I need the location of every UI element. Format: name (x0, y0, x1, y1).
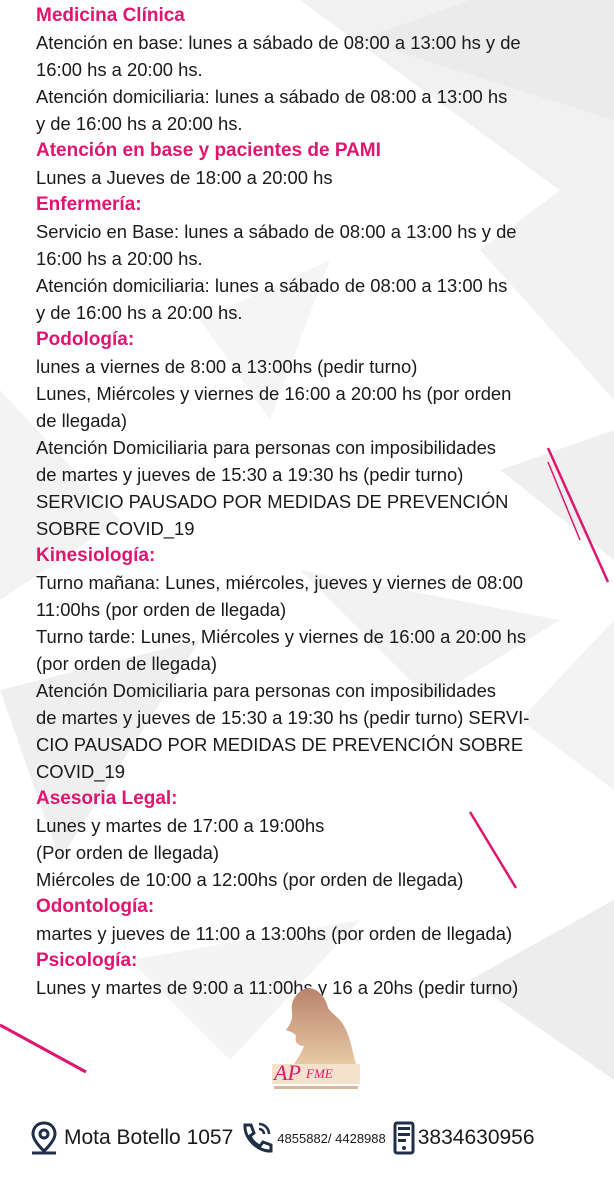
schedule-line: SOBRE COVID_19 (36, 518, 195, 539)
section-title: Medicina Clínica (36, 5, 185, 26)
schedule-line: lunes a viernes de 8:00 a 13:00hs (pedir turno) (36, 356, 418, 377)
section-title: Asesoria Legal: (36, 788, 178, 809)
apfme-logo (268, 988, 364, 1096)
schedule-line: 16:00 hs a 20:00 hs. (36, 59, 203, 80)
schedule-line: Atención domiciliaria: lunes a sábado de 08:00 a 13:00 hs (36, 275, 508, 296)
schedule-line: 16:00 hs a 20:00 hs. (36, 248, 203, 269)
schedule-line: Atención Domiciliaria para personas con imposibilidades (36, 437, 496, 458)
section-title: Odontología: (36, 896, 155, 917)
schedule-line: 11:00hs (por orden de llegada) (36, 599, 287, 620)
schedule-line: Miércoles de 10:00 a 12:00hs (por orden de llegada) (36, 869, 464, 890)
section-enfermeria (36, 191, 576, 326)
section-asesoria-legal (36, 785, 576, 893)
schedule-line: (por orden de llegada) (36, 653, 217, 674)
schedule-line: Turno tarde: Lunes, Miércoles y viernes de 16:00 a 20:00 hs (36, 626, 527, 647)
schedule-line: Lunes a Jueves de 18:00 a 20:00 hs (36, 167, 333, 188)
schedule-line: Atención domiciliaria: lunes a sábado de 08:00 a 13:00 hs (36, 86, 508, 107)
schedule-line: y de 16:00 hs a 20:00 hs. (36, 302, 243, 323)
location-pin-icon (30, 1121, 58, 1155)
section-kinesiologia (36, 542, 576, 785)
schedule-line: (Por orden de llegada) (36, 842, 219, 863)
section-medicina-clinica (36, 2, 576, 137)
logo-main-text: AP (274, 1060, 301, 1085)
section-pami (36, 137, 576, 191)
schedule-line: COVID_19 (36, 761, 125, 782)
contact-footer (30, 1118, 590, 1158)
schedule-line: Servicio en Base: lunes a sábado de 08:00 a 13:00 hs y de (36, 221, 517, 242)
section-title: Kinesiología: (36, 545, 156, 566)
schedule-line: de martes y jueves de 15:30 a 19:30 hs (pedir turno) SERVI- (36, 707, 530, 728)
section-title: Psicología: (36, 950, 138, 971)
schedule-line: de llegada) (36, 410, 128, 431)
phone-numbers: 4855882/ 4428988 (277, 1130, 386, 1146)
section-title: Atención en base y pacientes de PAMI (36, 140, 381, 161)
schedule-line: Lunes y martes de 9:00 a 11:00hs y 16 a 20hs (pedir turno) (36, 977, 519, 998)
services-schedule (36, 2, 576, 1001)
schedule-line: y de 16:00 hs a 20:00 hs. (36, 113, 243, 134)
mobile-number: 3834630956 (417, 1126, 535, 1149)
schedule-line: Atención Domiciliaria para personas con imposibilidades (36, 680, 496, 701)
schedule-line: SERVICIO PAUSADO POR MEDIDAS DE PREVENCIÓN (36, 491, 509, 512)
phone-icon (239, 1121, 275, 1155)
section-title: Enfermería: (36, 194, 142, 215)
logo-sub-text: FME (306, 1066, 333, 1081)
section-odontologia (36, 893, 576, 947)
schedule-line: Lunes, Miércoles y viernes de 16:00 a 20:00 hs (por orden (36, 383, 512, 404)
schedule-line: Atención en base: lunes a sábado de 08:00 a 13:00 hs y de (36, 32, 521, 53)
mobile-phone-icon (392, 1121, 416, 1155)
schedule-line: Lunes y martes de 17:00 a 19:00hs (36, 815, 325, 836)
section-title: Podología: (36, 329, 135, 350)
schedule-line: Turno mañana: Lunes, miércoles, jueves y viernes de 08:00 (36, 572, 523, 593)
address-text: Mota Botello 1057 (64, 1126, 234, 1149)
schedule-line: martes y jueves de 11:00 a 13:00hs (por orden de llegada) (36, 923, 513, 944)
schedule-line: de martes y jueves de 15:30 a 19:30 hs (pedir turno) (36, 464, 464, 485)
section-podologia (36, 326, 576, 542)
schedule-line: CIO PAUSADO POR MEDIDAS DE PREVENCIÓN SOBRE (36, 734, 524, 755)
logo-silhouette (268, 988, 364, 1096)
